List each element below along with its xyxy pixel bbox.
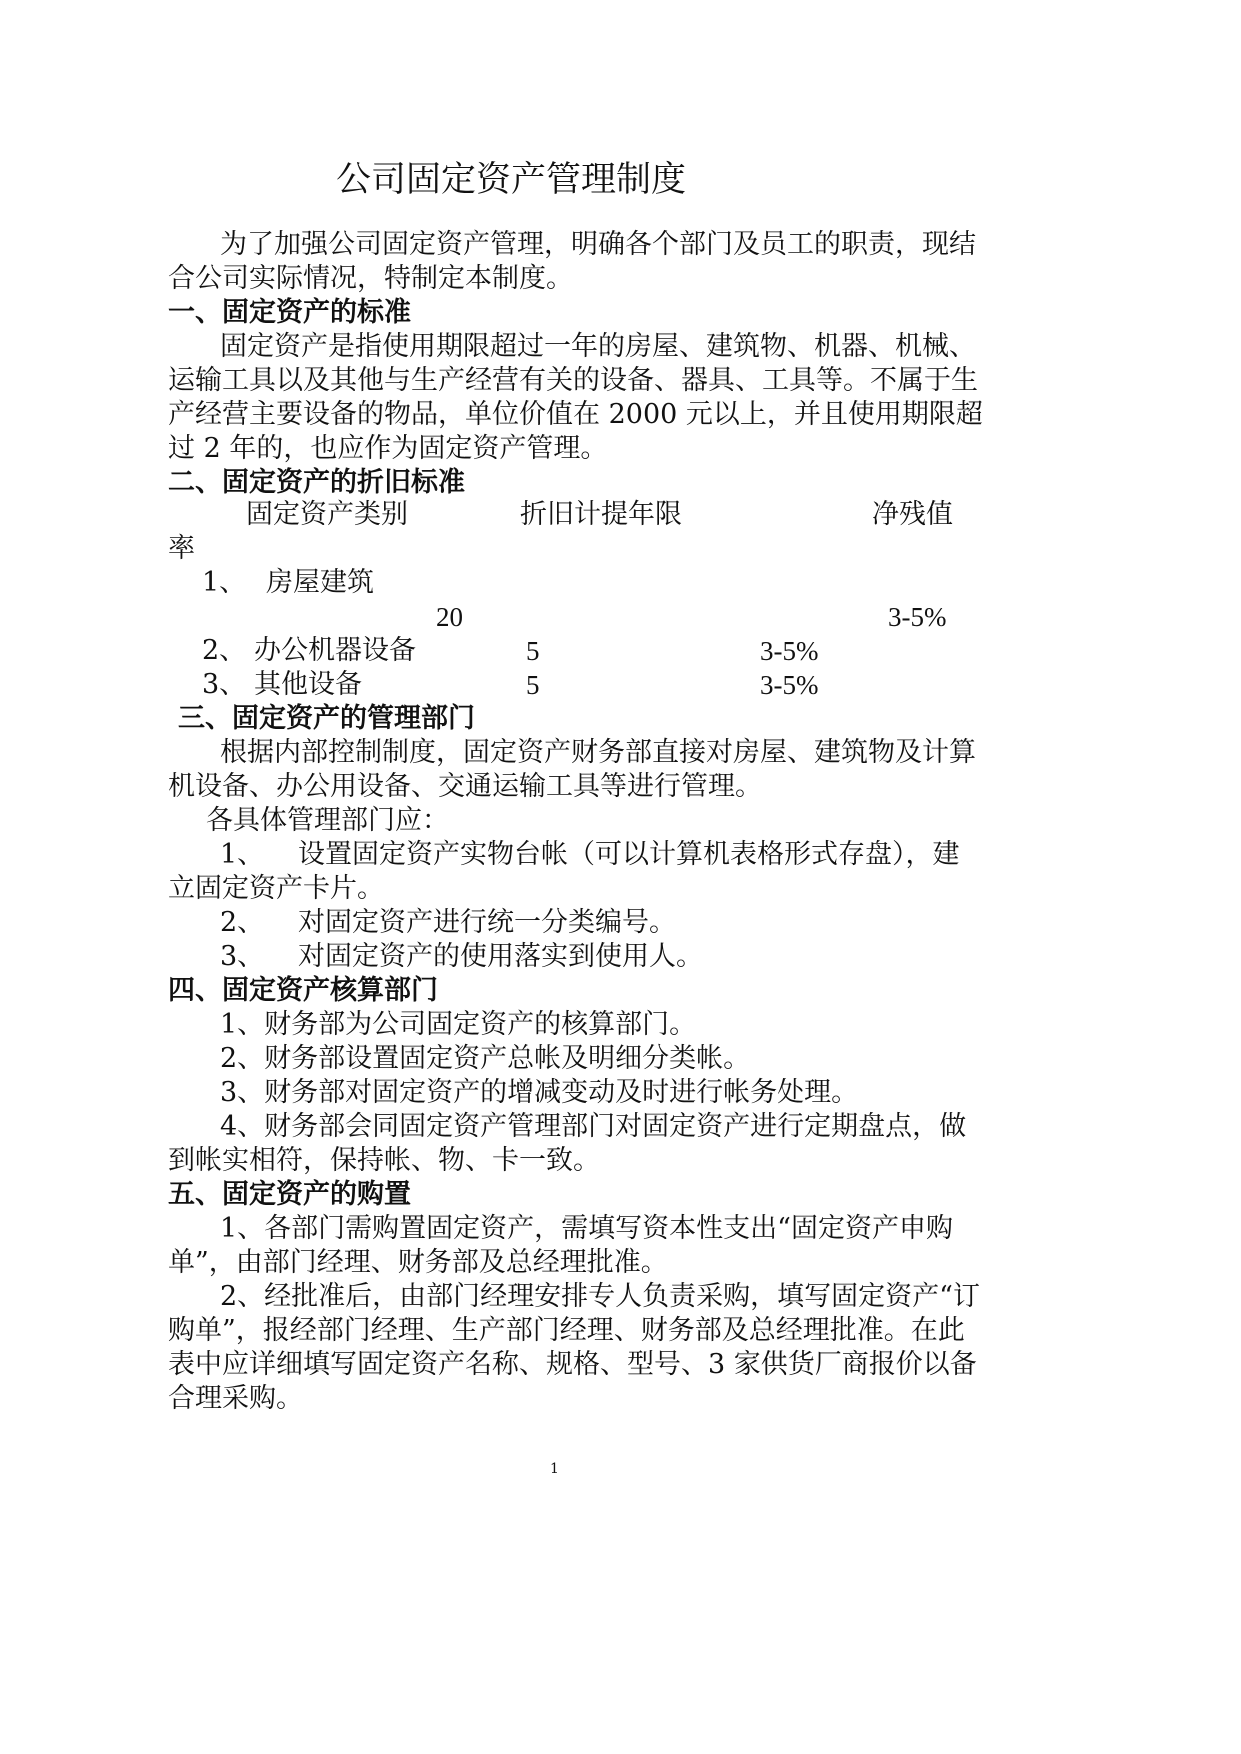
section-4-line: 4、财务部会同固定资产管理部门对固定资产进行定期盘点，做 [220,1111,967,1142]
section-1-heading: 一、固定资产的标准 [168,297,411,328]
section-3-line: 根据内部控制制度，固定资产财务部直接对房屋、建筑物及计算 [220,737,976,768]
section-5-line: 单”，由部门经理、财务部及总经理批准。 [168,1247,668,1278]
page-number: 1 [550,1461,559,1477]
list-item-no: 2、 [220,907,265,938]
list-item-no: 1、 [220,839,265,870]
section-4-line: 1、财务部为公司固定资产的核算部门。 [220,1009,697,1040]
table-row-rate: 3-5% [760,670,819,700]
column-header-years: 折旧计提年限 [520,499,682,530]
section-5-line: 1、各部门需购置固定资产，需填写资本性支出“固定资产申购 [220,1213,953,1244]
section-4-line: 3、财务部对固定资产的增减变动及时进行帐务处理。 [220,1077,859,1108]
section-1-line: 过 2 年的，也应作为固定资产管理。 [168,433,608,464]
table-row-rate: 3-5% [760,636,819,666]
section-5-line: 购单”，报经部门经理、生产部门经理、财务部及总经理批准。在此 [168,1315,965,1346]
table-row-no: 1、 [202,567,247,598]
table-row-no: 2、 [202,635,247,666]
section-1-line: 运输工具以及其他与生产经营有关的设备、器具、工具等。不属于生 [168,365,978,396]
section-4-heading: 四、固定资产核算部门 [168,975,438,1006]
section-5-line: 合理采购。 [168,1383,303,1414]
table-row-years: 5 [526,670,540,700]
table-row-rate: 3-5% [888,602,947,632]
table-row-years: 5 [526,636,540,666]
section-3-heading: 三、固定资产的管理部门 [178,703,475,734]
table-row-no: 3、 [202,669,247,700]
table-row-category: 办公机器设备 [254,635,416,666]
section-3-line: 机设备、办公用设备、交通运输工具等进行管理。 [168,771,762,802]
table-row-category: 房屋建筑 [266,567,374,598]
column-header-rate-wrap: 率 [168,533,195,564]
section-3-line: 各具体管理部门应： [206,805,449,836]
section-2-heading: 二、固定资产的折旧标准 [168,467,465,498]
list-item-no: 3、 [220,941,265,972]
table-row-years: 20 [436,602,463,632]
section-4-line: 2、财务部设置固定资产总帐及明细分类帐。 [220,1043,751,1074]
section-1-line: 产经营主要设备的物品，单位价值在 2000 元以上，并且使用期限超 [168,399,983,430]
section-5-line: 表中应详细填写固定资产名称、规格、型号、3 家供货厂商报价以备 [168,1349,977,1380]
list-item-text: 设置固定资产实物台帐（可以计算机表格形式存盘），建 [298,839,960,870]
page-title: 公司固定资产管理制度 [336,160,687,200]
table-row-category: 其他设备 [254,669,362,700]
list-item-text: 对固定资产的使用落实到使用人。 [298,941,703,972]
column-header-rate: 净残值 [872,499,953,530]
section-5-line: 2、经批准后，由部门经理安排专人负责采购，填写固定资产“订 [220,1281,980,1312]
section-4-line: 到帐实相符，保持帐、物、卡一致。 [168,1145,600,1176]
intro-line-1: 为了加强公司固定资产管理，明确各个部门及员工的职责，现结 [220,229,976,260]
list-item-text: 对固定资产进行统一分类编号。 [298,907,676,938]
section-1-line: 固定资产是指使用期限超过一年的房屋、建筑物、机器、机械、 [220,331,976,362]
section-5-heading: 五、固定资产的购置 [168,1179,411,1210]
intro-line-2: 合公司实际情况，特制定本制度。 [168,263,573,294]
column-header-category: 固定资产类别 [246,499,408,530]
list-item-text-cont: 立固定资产卡片。 [168,873,384,904]
